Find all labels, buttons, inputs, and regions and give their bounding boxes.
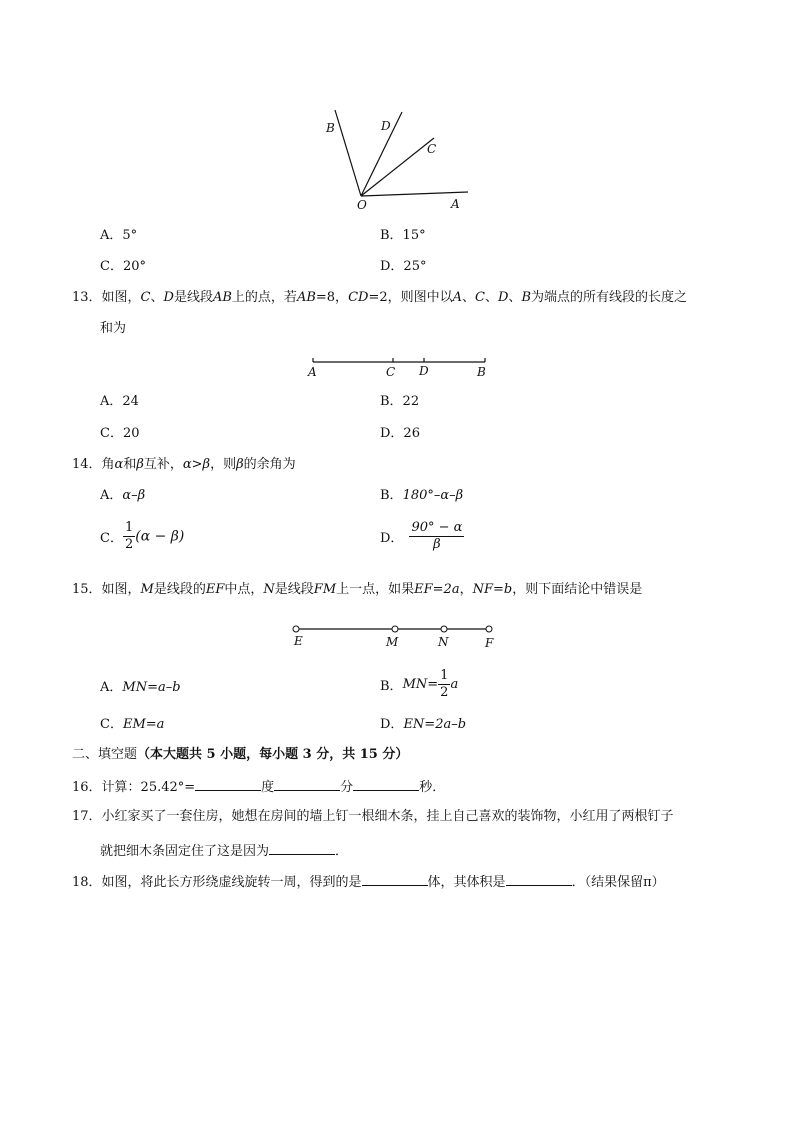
point-n [441,626,447,632]
q15-option-a-label: A． [100,680,123,695]
q14-cond: α>β [182,457,211,472]
q13-end: 为端点的所有线段的长度之 [531,290,688,305]
q15-t3: 是线段 [274,582,314,597]
q15-option-b [380,668,458,701]
q12-option-a: A．5° [100,228,138,243]
q14-option-d-fraction [409,520,464,553]
q13-cond: =8， [315,290,349,305]
q14-beta2: β [236,457,244,472]
q16-blank-degrees[interactable] [195,776,261,791]
q13-c: C [140,290,151,305]
q12-option-c: C．20° [100,259,146,274]
q16-blank-minutes[interactable] [274,776,340,791]
q13-sep1: 、 [150,290,164,305]
q14-stem [72,456,296,474]
q14-option-c-label: C． [100,531,123,546]
ray-ob [335,110,361,196]
label-f: F [485,636,494,650]
q17-end: ． [335,844,349,859]
q17-line1: 17．小红家买了一套住房，她想在房间的墙上钉一根细木条，挂上自己喜欢的装饰物，小红用了两根钉子 [72,809,674,824]
q14-option-d-den: β [433,537,441,552]
q18-blank-solid[interactable] [362,871,428,886]
q14-option-b-expr: 180°–α–β [402,488,464,503]
label-b: B [477,365,486,379]
q13-segment-figure [305,352,495,380]
q13-option-c: C．20 [100,426,140,441]
label-m: M [386,635,399,649]
label-d: D [419,364,429,378]
label-e: E [294,634,303,648]
q14-beta: β [136,457,144,472]
q15-ef: EF [205,582,225,597]
q13-ab: AB [212,290,232,305]
q16-prefix: 16．计算：25.42°= [72,780,196,795]
label-b: B [326,121,335,135]
q12-option-b: B．15° [380,228,426,243]
point-f [486,626,492,632]
q15-option-d-expr: EN=2a–b [403,717,467,732]
q14-option-d-label: D． [380,531,404,546]
q15-cond2: NF=b [472,582,513,597]
q13-cond2: =2，则图中以 [368,290,453,305]
q15-t1: 是线段的 [153,582,206,597]
q15-comma: ， [459,582,473,597]
q15-stem [72,581,642,599]
q16-blank-seconds[interactable] [353,776,419,791]
q15-n: N [263,582,275,597]
q13-b: B [521,290,531,305]
q15-cond1: EF=2a [414,582,460,597]
q13-option-a: A．24 [100,394,139,409]
label-c: C [386,365,396,379]
q18-mid: 体，其体积是 [427,875,506,890]
q13-d2: D [497,290,509,305]
q13-after-ab: 上的点，若 [231,290,297,305]
label-a: A [308,365,317,379]
q17-line2 [100,840,348,861]
q13-rest: 是线段 [173,290,213,305]
q14-number: 14．角 [72,457,115,472]
q15-fm: FM [313,582,337,597]
q12-option-d: D．25° [380,259,427,274]
q15-t2: 中点， [224,582,264,597]
q15-option-b-pre: MN= [402,677,439,692]
q18-prefix: 18．如图，将此长方形绕虚线旋转一周，得到的是 [72,875,362,890]
section-title: 二、填空题 [72,747,138,762]
q18-end: ．（结果保留 [571,875,644,890]
q13-sep2: 、 [462,290,476,305]
q15-option-a-expr: MN=a–b [122,680,181,695]
q15-number: 15．如图， [72,582,141,597]
q13-a: A [452,290,462,305]
q13-number: 13．如图， [72,290,141,305]
q13-cd: CD [348,290,369,305]
section-note: （本大题共 5 小题，每小题 3 分，共 15 分） [137,747,409,762]
q14-mid: 互补， [143,457,183,472]
label-n: N [438,635,449,649]
q14-option-c-num: 1 [124,520,134,535]
q14-option-a-expr: α–β [122,488,146,503]
q18 [72,871,665,892]
point-e [293,626,299,632]
q15-option-b-label: B． [380,679,403,694]
q13-stem-line2: 和为 [100,321,127,336]
q13-option-d: D．26 [380,426,420,441]
q14-option-c-fraction [123,520,135,553]
q13-option-b: B．22 [380,394,420,409]
q13-d: D [163,290,174,305]
q14-and: 和 [123,457,137,472]
q15-option-b-den: 2 [440,685,449,700]
q13-stem [72,289,687,307]
q18-blank-volume[interactable] [506,871,572,886]
label-a: A [451,197,460,211]
q13-c2: C [475,290,485,305]
q13-sep3: 、 [484,290,498,305]
q15-option-d [380,716,466,734]
q18-close: ） [651,875,665,890]
q14-option-d-num: 90° − α [411,520,463,535]
label-o: O [357,198,367,212]
q15-option-a [100,679,181,697]
label-d: D [381,119,391,133]
q16 [72,776,445,797]
q15-segment-figure [288,620,500,652]
point-m [392,626,398,632]
q13-sep4: 、 [508,290,522,305]
q15-option-b-num: 1 [440,668,449,683]
q14-end-a: ，则 [210,457,237,472]
q15-m: M [140,582,154,597]
q15-option-b-post: a [450,677,459,692]
q13-ab2: AB [296,290,316,305]
q14-option-c [100,520,184,553]
q16-unit-degrees: 度 [261,780,275,795]
q17-line2-text: 就把细木条固定住了这是因为 [100,844,270,859]
q16-unit-seconds: 秒． [419,780,446,795]
q15-option-d-label: D． [380,717,404,732]
q14-end-b: 的余角为 [243,457,296,472]
q18-pi: π [643,875,652,890]
q14-option-c-den: 2 [124,537,134,552]
q15-option-c-expr: EM=a [122,717,165,732]
q14-option-b [380,487,463,505]
q15-t4: 上一点，如果 [336,582,415,597]
q17-blank[interactable] [269,840,335,855]
q15-t5: ，则下面结论中错误是 [512,582,643,597]
q14-option-b-label: B． [380,488,403,503]
q12-angle-figure [320,100,480,215]
q14-alpha: α [114,457,124,472]
q14-option-c-expr: (α − β) [135,528,185,545]
q16-unit-minutes: 分 [340,780,354,795]
q15-option-b-fraction [438,668,450,701]
q14-option-a [100,487,145,505]
q14-option-d [380,520,464,553]
q15-option-c [100,716,164,734]
q15-option-c-label: C． [100,717,123,732]
q14-option-a-label: A． [100,488,123,503]
ray-oc [361,138,437,196]
label-c: C [427,142,437,156]
ray-oa [361,192,468,196]
section-heading [72,746,408,764]
